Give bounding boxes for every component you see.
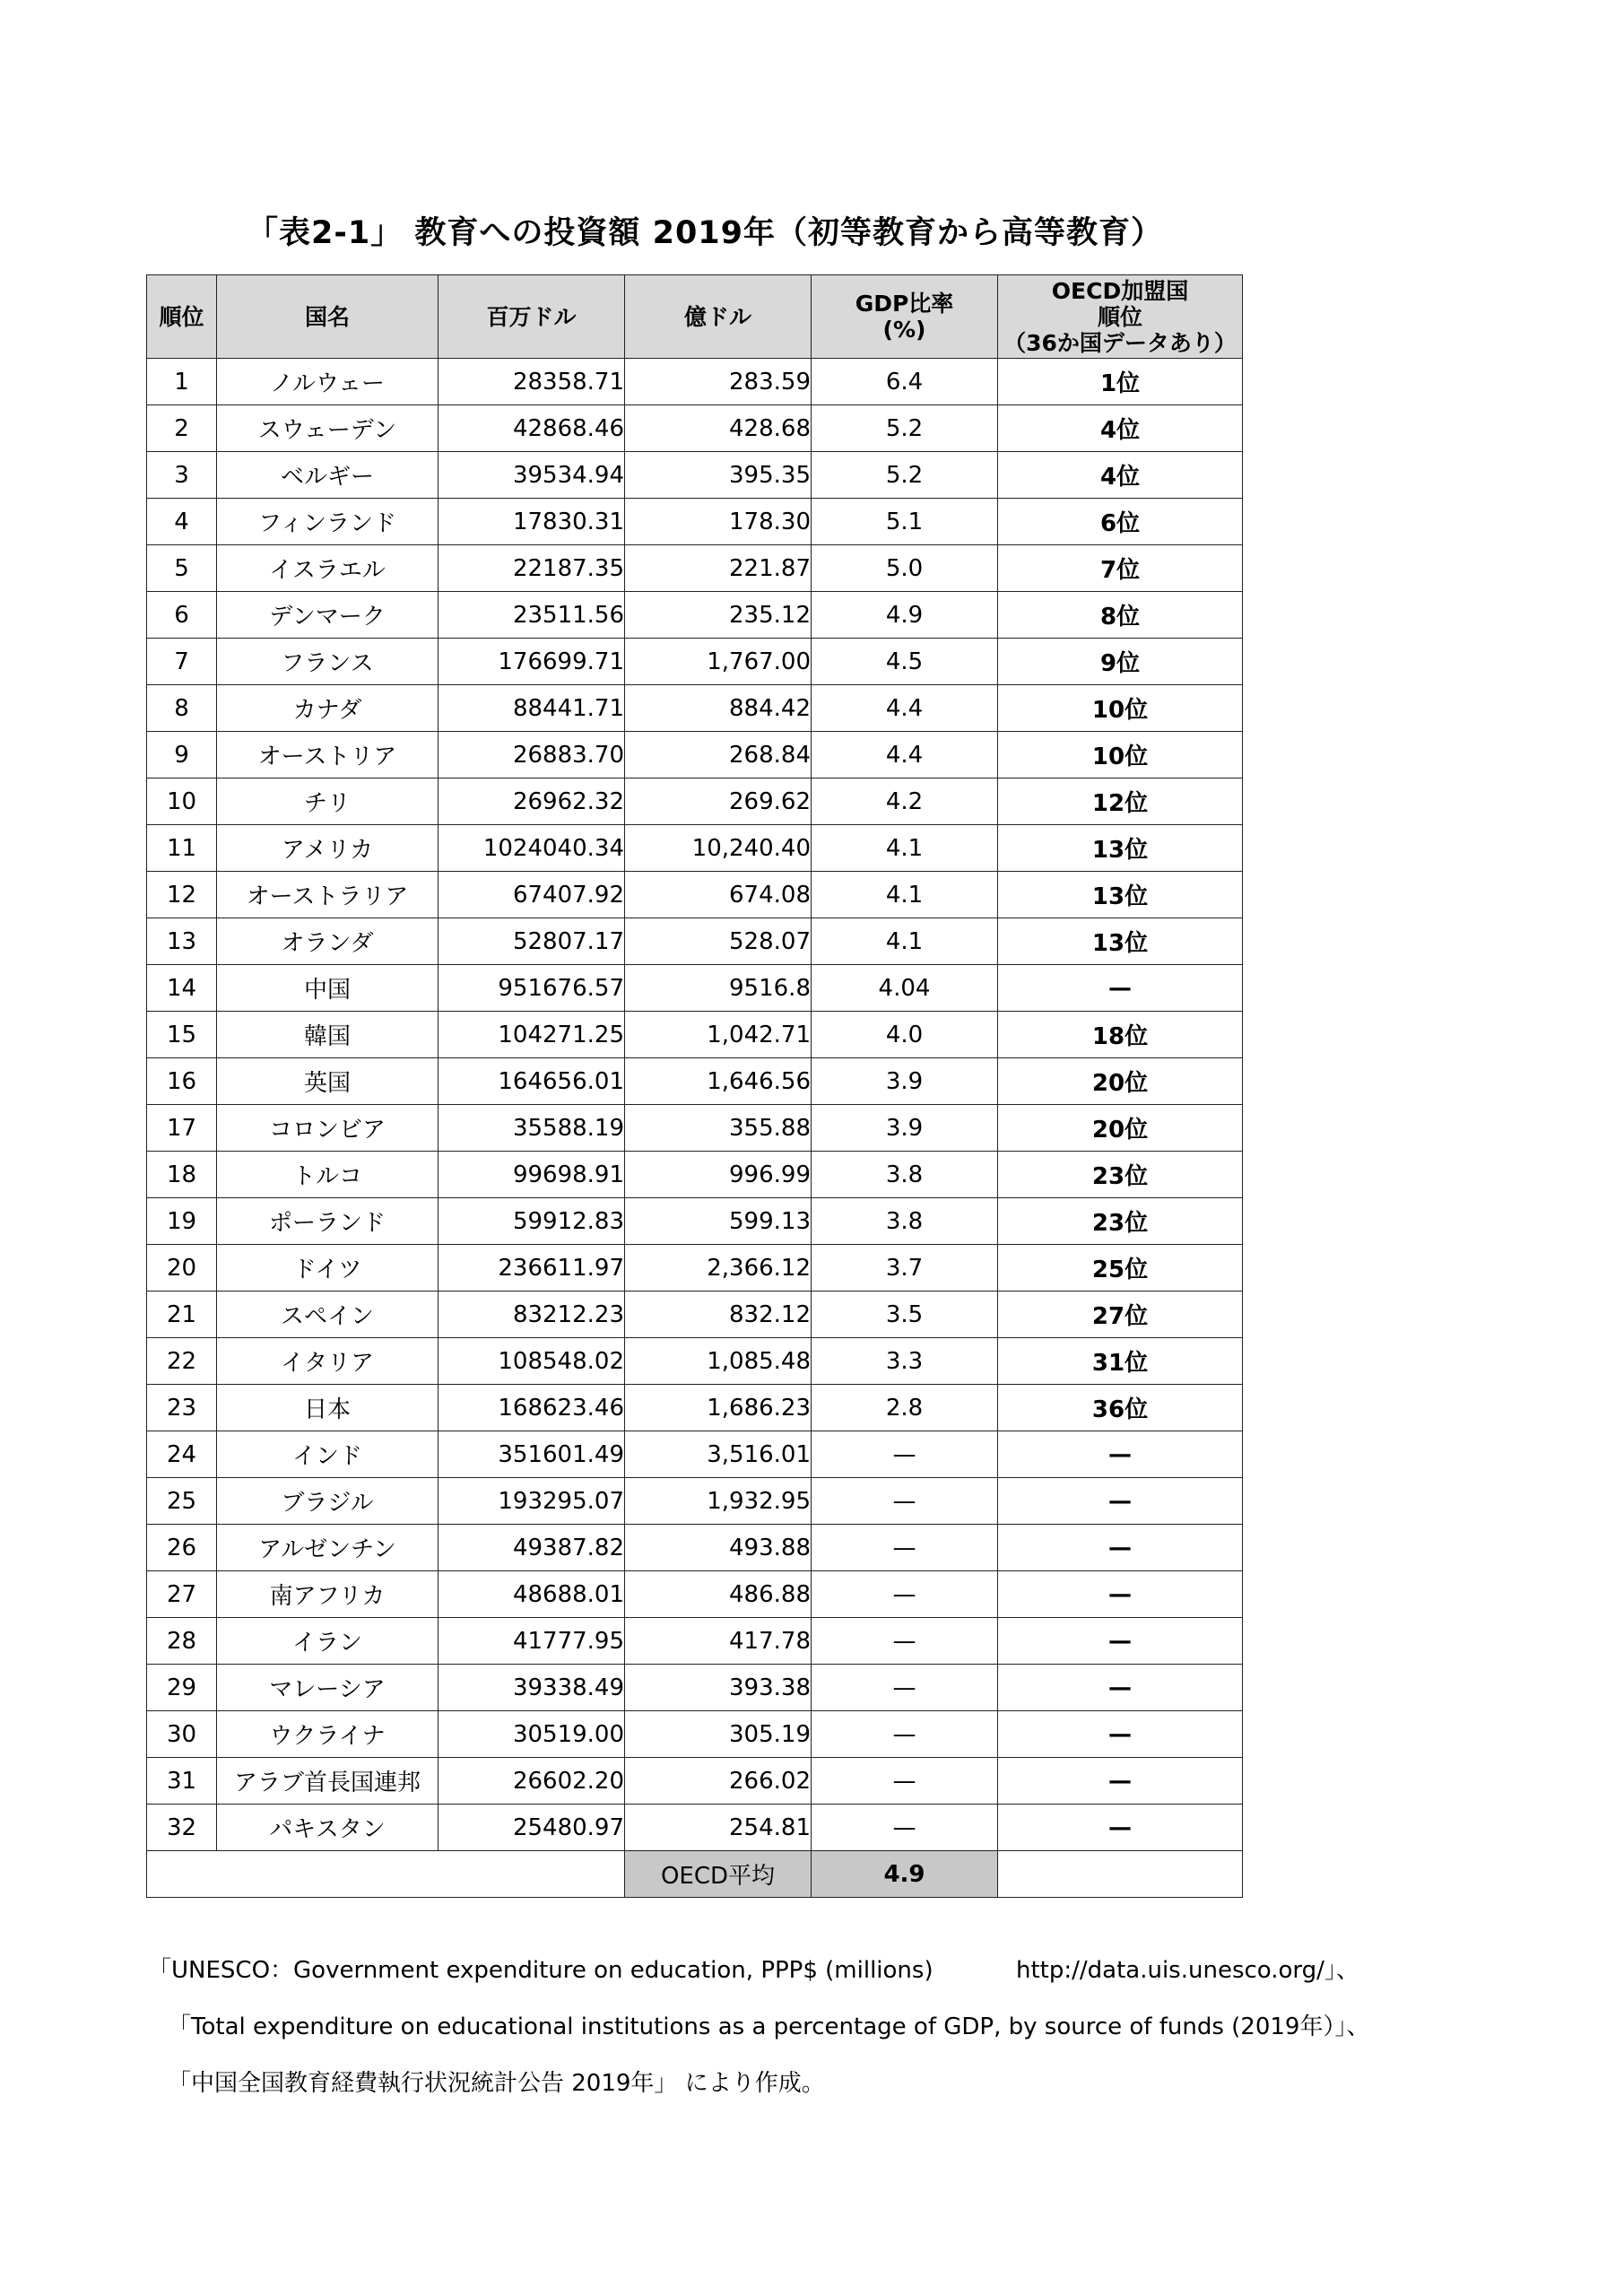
cell-rank: 28 [147,1618,217,1665]
cell-gdp-ratio: 3.3 [812,1338,998,1385]
cell-oecd-rank: 9位 [998,639,1243,685]
table-row [147,639,1243,685]
oecd-average-empty [147,1851,625,1898]
cell-oecd-rank: — [998,1478,1243,1525]
oecd-average-label: OECD平均 [625,1851,812,1898]
cell-country: スウェーデン [217,405,439,452]
cell-oecd-rank: 10位 [998,685,1243,732]
table-title: 「表2-1」 教育への投資額 2019年（初等教育から高等教育） [247,215,1164,251]
cell-oecd-rank: 20位 [998,1058,1243,1105]
cell-hundred-million-usd: 254.81 [625,1805,812,1851]
table-row [147,1105,1243,1152]
table-row [147,825,1243,872]
cell-gdp-ratio: 3.9 [812,1058,998,1105]
footnote-3: 「中国全国教育経費執行状況統計公告 2019年」 により作成。 [168,2070,825,2097]
cell-country: フィンランド [217,499,439,545]
cell-gdp-ratio: 3.5 [812,1292,998,1338]
cell-hundred-million-usd: 283.59 [625,359,812,405]
cell-gdp-ratio: 4.5 [812,639,998,685]
cell-rank: 25 [147,1478,217,1525]
table-row [147,1292,1243,1338]
cell-oecd-rank: 4位 [998,452,1243,499]
cell-rank: 17 [147,1105,217,1152]
cell-hundred-million-usd: 1,646.56 [625,1058,812,1105]
cell-country: オランダ [217,918,439,965]
cell-country: ドイツ [217,1245,439,1292]
cell-million-usd: 52807.17 [439,918,625,965]
cell-hundred-million-usd: 493.88 [625,1525,812,1571]
cell-million-usd: 164656.01 [439,1058,625,1105]
cell-million-usd: 351601.49 [439,1431,625,1478]
cell-hundred-million-usd: 178.30 [625,499,812,545]
cell-hundred-million-usd: 486.88 [625,1571,812,1618]
table-row [147,499,1243,545]
cell-oecd-rank: 13位 [998,918,1243,965]
cell-gdp-ratio: 5.0 [812,545,998,592]
cell-million-usd: 26883.70 [439,732,625,778]
cell-country: イスラエル [217,545,439,592]
cell-million-usd: 41777.95 [439,1618,625,1665]
cell-oecd-rank: — [998,1618,1243,1665]
oecd-average-value: 4.9 [812,1851,998,1898]
cell-country: トルコ [217,1152,439,1198]
cell-million-usd: 42868.46 [439,405,625,452]
cell-million-usd: 49387.82 [439,1525,625,1571]
cell-oecd-rank: 13位 [998,872,1243,918]
cell-oecd-rank: 12位 [998,778,1243,825]
cell-hundred-million-usd: 393.38 [625,1665,812,1711]
table-row [147,1198,1243,1245]
cell-gdp-ratio: 4.1 [812,825,998,872]
cell-rank: 12 [147,872,217,918]
cell-hundred-million-usd: 1,767.00 [625,639,812,685]
cell-oecd-rank: 13位 [998,825,1243,872]
cell-million-usd: 168623.46 [439,1385,625,1431]
cell-country: 中国 [217,965,439,1012]
cell-million-usd: 104271.25 [439,1012,625,1058]
cell-hundred-million-usd: 832.12 [625,1292,812,1338]
cell-oecd-rank: 25位 [998,1245,1243,1292]
table-row [147,405,1243,452]
table-row [147,872,1243,918]
cell-hundred-million-usd: 269.62 [625,778,812,825]
footnote-2: 「Total expenditure on educational institutions as a percentage of GDP, by source of funds (2019年）」、 [168,2013,1370,2040]
cell-gdp-ratio: 2.8 [812,1385,998,1431]
cell-rank: 16 [147,1058,217,1105]
cell-million-usd: 17830.31 [439,499,625,545]
footnote-1 [148,1952,1359,1985]
table-row [147,1478,1243,1525]
cell-million-usd: 236611.97 [439,1245,625,1292]
cell-rank: 31 [147,1758,217,1805]
cell-oecd-rank: — [998,1571,1243,1618]
cell-rank: 10 [147,778,217,825]
cell-gdp-ratio: 4.4 [812,685,998,732]
table-row [147,592,1243,639]
cell-country: ウクライナ [217,1711,439,1758]
cell-gdp-ratio: 4.4 [812,732,998,778]
table-row [147,1711,1243,1758]
cell-rank: 2 [147,405,217,452]
cell-country: アルゼンチン [217,1525,439,1571]
table-row [147,1058,1243,1105]
table-row [147,1758,1243,1805]
cell-rank: 7 [147,639,217,685]
cell-gdp-ratio: 4.1 [812,872,998,918]
cell-oecd-rank: 7位 [998,545,1243,592]
cell-country: コロンビア [217,1105,439,1152]
table-row [147,1385,1243,1431]
cell-gdp-ratio: — [812,1478,998,1525]
cell-rank: 22 [147,1338,217,1385]
cell-oecd-rank: 36位 [998,1385,1243,1431]
cell-million-usd: 83212.23 [439,1292,625,1338]
cell-country: 日本 [217,1385,439,1431]
cell-country: オーストリア [217,732,439,778]
education-investment-table [146,274,1243,1898]
header-million-usd: 百万ドル [439,275,625,359]
cell-oecd-rank: 10位 [998,732,1243,778]
cell-hundred-million-usd: 221.87 [625,545,812,592]
cell-gdp-ratio: 5.2 [812,405,998,452]
header-gdp-ratio-line2: (%) [882,317,926,343]
cell-country: 韓国 [217,1012,439,1058]
cell-country: カナダ [217,685,439,732]
cell-oecd-rank: 31位 [998,1338,1243,1385]
cell-hundred-million-usd: 355.88 [625,1105,812,1152]
cell-gdp-ratio: 5.1 [812,499,998,545]
cell-country: チリ [217,778,439,825]
cell-oecd-rank: — [998,1525,1243,1571]
cell-hundred-million-usd: 996.99 [625,1152,812,1198]
cell-rank: 11 [147,825,217,872]
cell-rank: 13 [147,918,217,965]
header-oecd-line2: 順位 [1097,303,1142,330]
table-row [147,685,1243,732]
cell-rank: 19 [147,1198,217,1245]
cell-million-usd: 951676.57 [439,965,625,1012]
cell-oecd-rank: — [998,1431,1243,1478]
cell-rank: 3 [147,452,217,499]
table-row [147,1525,1243,1571]
cell-oecd-rank: 6位 [998,499,1243,545]
cell-hundred-million-usd: 1,686.23 [625,1385,812,1431]
header-gdp-ratio [812,275,998,359]
cell-gdp-ratio: 4.04 [812,965,998,1012]
cell-million-usd: 176699.71 [439,639,625,685]
cell-hundred-million-usd: 268.84 [625,732,812,778]
table-row [147,1012,1243,1058]
cell-rank: 15 [147,1012,217,1058]
header-country: 国名 [217,275,439,359]
cell-gdp-ratio: 4.9 [812,592,998,639]
cell-hundred-million-usd: 2,366.12 [625,1245,812,1292]
cell-hundred-million-usd: 428.68 [625,405,812,452]
cell-gdp-ratio: 4.0 [812,1012,998,1058]
cell-rank: 4 [147,499,217,545]
cell-gdp-ratio: — [812,1805,998,1851]
header-oecd-line3: （36か国データあり） [1003,329,1237,356]
table-body [147,359,1243,1851]
cell-million-usd: 22187.35 [439,545,625,592]
cell-hundred-million-usd: 884.42 [625,685,812,732]
cell-rank: 26 [147,1525,217,1571]
cell-gdp-ratio: 3.9 [812,1105,998,1152]
table-row [147,732,1243,778]
cell-gdp-ratio: — [812,1711,998,1758]
cell-gdp-ratio: 4.2 [812,778,998,825]
cell-country: イタリア [217,1338,439,1385]
cell-rank: 18 [147,1152,217,1198]
table-row [147,778,1243,825]
cell-million-usd: 25480.97 [439,1805,625,1851]
cell-country: インド [217,1431,439,1478]
table-row [147,1805,1243,1851]
cell-hundred-million-usd: 1,085.48 [625,1338,812,1385]
header-gdp-ratio-line1: GDP比率 [855,291,954,317]
footnote-1-url: http://data.uis.unesco.org/」、 [1016,1957,1359,1984]
cell-hundred-million-usd: 599.13 [625,1198,812,1245]
table-row [147,1571,1243,1618]
header-row [147,275,1243,359]
cell-million-usd: 48688.01 [439,1571,625,1618]
cell-country: イラン [217,1618,439,1665]
cell-oecd-rank: 18位 [998,1012,1243,1058]
cell-oecd-rank: 1位 [998,359,1243,405]
cell-gdp-ratio: 6.4 [812,359,998,405]
cell-gdp-ratio: — [812,1758,998,1805]
header-oecd-rank [998,275,1243,359]
cell-rank: 5 [147,545,217,592]
cell-country: ベルギー [217,452,439,499]
cell-hundred-million-usd: 395.35 [625,452,812,499]
cell-gdp-ratio: 5.2 [812,452,998,499]
cell-million-usd: 88441.71 [439,685,625,732]
cell-rank: 27 [147,1571,217,1618]
cell-rank: 1 [147,359,217,405]
cell-hundred-million-usd: 3,516.01 [625,1431,812,1478]
table-row [147,545,1243,592]
cell-country: スペイン [217,1292,439,1338]
table-row [147,1245,1243,1292]
cell-country: アラブ首長国連邦 [217,1758,439,1805]
cell-rank: 6 [147,592,217,639]
cell-oecd-rank: — [998,1805,1243,1851]
cell-oecd-rank: — [998,1711,1243,1758]
cell-hundred-million-usd: 1,932.95 [625,1478,812,1525]
cell-million-usd: 26962.32 [439,778,625,825]
cell-oecd-rank: — [998,965,1243,1012]
cell-hundred-million-usd: 235.12 [625,592,812,639]
cell-million-usd: 67407.92 [439,872,625,918]
cell-oecd-rank: 27位 [998,1292,1243,1338]
cell-hundred-million-usd: 9516.8 [625,965,812,1012]
cell-rank: 21 [147,1292,217,1338]
cell-gdp-ratio: — [812,1571,998,1618]
cell-hundred-million-usd: 528.07 [625,918,812,965]
cell-country: パキスタン [217,1805,439,1851]
cell-gdp-ratio: 4.1 [812,918,998,965]
cell-oecd-rank: 4位 [998,405,1243,452]
cell-oecd-rank: — [998,1665,1243,1711]
cell-oecd-rank: 23位 [998,1198,1243,1245]
cell-country: オーストラリア [217,872,439,918]
cell-million-usd: 99698.91 [439,1152,625,1198]
cell-million-usd: 1024040.34 [439,825,625,872]
cell-million-usd: 39534.94 [439,452,625,499]
cell-rank: 14 [147,965,217,1012]
cell-rank: 29 [147,1665,217,1711]
cell-million-usd: 30519.00 [439,1711,625,1758]
cell-rank: 23 [147,1385,217,1431]
cell-rank: 30 [147,1711,217,1758]
cell-million-usd: 193295.07 [439,1478,625,1525]
table-row [147,1338,1243,1385]
table-row [147,918,1243,965]
cell-hundred-million-usd: 266.02 [625,1758,812,1805]
cell-hundred-million-usd: 674.08 [625,872,812,918]
cell-country: 英国 [217,1058,439,1105]
cell-gdp-ratio: — [812,1618,998,1665]
header-oecd-line1: OECD加盟国 [1051,277,1189,304]
cell-million-usd: 39338.49 [439,1665,625,1711]
oecd-average-empty-right [998,1851,1243,1898]
header-hundred-million-usd: 億ドル [625,275,812,359]
cell-gdp-ratio: — [812,1525,998,1571]
cell-country: アメリカ [217,825,439,872]
table-row [147,1665,1243,1711]
cell-country: ノルウェー [217,359,439,405]
table-row [147,359,1243,405]
table-row [147,965,1243,1012]
cell-country: 南アフリカ [217,1571,439,1618]
cell-hundred-million-usd: 305.19 [625,1711,812,1758]
cell-hundred-million-usd: 1,042.71 [625,1012,812,1058]
cell-million-usd: 23511.56 [439,592,625,639]
cell-rank: 20 [147,1245,217,1292]
cell-gdp-ratio: 3.8 [812,1152,998,1198]
cell-gdp-ratio: — [812,1665,998,1711]
table-row [147,1618,1243,1665]
table-row [147,1431,1243,1478]
cell-rank: 32 [147,1805,217,1851]
cell-gdp-ratio: 3.7 [812,1245,998,1292]
cell-million-usd: 59912.83 [439,1198,625,1245]
cell-oecd-rank: 20位 [998,1105,1243,1152]
cell-hundred-million-usd: 10,240.40 [625,825,812,872]
cell-country: ブラジル [217,1478,439,1525]
cell-rank: 8 [147,685,217,732]
table-row [147,1152,1243,1198]
cell-oecd-rank: — [998,1758,1243,1805]
cell-country: マレーシア [217,1665,439,1711]
cell-country: フランス [217,639,439,685]
cell-country: ポーランド [217,1198,439,1245]
cell-country: デンマーク [217,592,439,639]
cell-oecd-rank: 23位 [998,1152,1243,1198]
table-row [147,452,1243,499]
cell-rank: 24 [147,1431,217,1478]
cell-oecd-rank: 8位 [998,592,1243,639]
footnote-1-text: 「UNESCO：Government expenditure on education, PPP$ (millions) [148,1957,934,1984]
cell-million-usd: 26602.20 [439,1758,625,1805]
cell-gdp-ratio: 3.8 [812,1198,998,1245]
header-rank: 順位 [147,275,217,359]
oecd-average-row [147,1851,1243,1898]
cell-million-usd: 35588.19 [439,1105,625,1152]
cell-million-usd: 28358.71 [439,359,625,405]
cell-million-usd: 108548.02 [439,1338,625,1385]
cell-rank: 9 [147,732,217,778]
cell-hundred-million-usd: 417.78 [625,1618,812,1665]
cell-gdp-ratio: — [812,1431,998,1478]
